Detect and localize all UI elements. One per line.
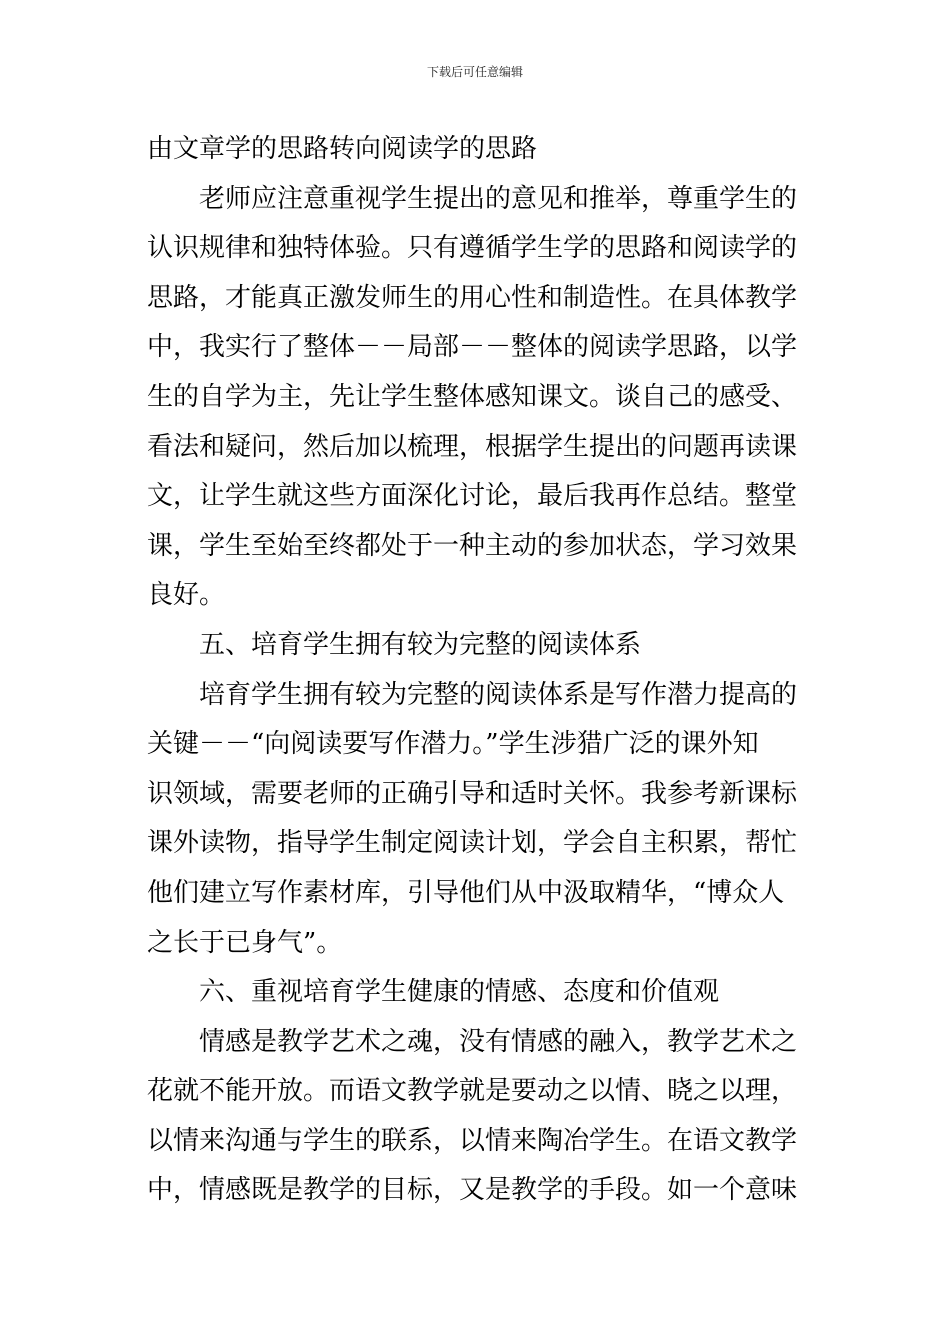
text-line: 课，学生至始至终都处于一种主动的参加状态，学习效果 <box>147 530 798 561</box>
section-heading: 六、重视培育学生健康的情感、态度和价值观 <box>199 977 720 1008</box>
text-line: 生的自学为主，先让学生整体感知课文。谈自己的感受、 <box>147 381 798 412</box>
text-line: 花就不能开放。而语文教学就是要动之以情、晓之以理， <box>147 1076 798 1107</box>
text-line: 中，情感既是教学的目标，又是教学的手段。如一个意味 <box>147 1175 798 1206</box>
text-line: 认识规律和独特体验。只有遵循学生学的思路和阅读学的 <box>147 233 798 264</box>
text-line: 他们建立写作素材库，引导他们从中汲取精华，“博众人 <box>147 877 785 908</box>
document-body <box>147 125 812 1216</box>
text-line: 中，我实行了整体－－局部－－整体的阅读学思路，以学 <box>147 332 798 363</box>
text-line: 关键－－“向阅读要写作潜力。”学生涉猎广泛的课外知 <box>147 729 759 760</box>
section-heading: 五、培育学生拥有较为完整的阅读体系 <box>199 629 642 660</box>
page-header: 下载后可任意编辑 <box>426 65 523 79</box>
text-line: 良好。 <box>147 580 226 611</box>
text-line: 之长于已身气”。 <box>147 927 343 958</box>
text-line: 识领域，需要老师的正确引导和适时关怀。我参考新课标 <box>147 778 798 809</box>
text-line: 老师应注意重视学生提出的意见和推举，尊重学生的 <box>199 183 798 214</box>
text-line: 思路，才能真正激发师生的用心性和制造性。在具体教学 <box>147 282 798 313</box>
text-line: 培育学生拥有较为完整的阅读体系是写作潜力提高的 <box>199 679 798 710</box>
text-line: 课外读物，指导学生制定阅读计划，学会自主积累，帮忙 <box>147 828 798 859</box>
text-line: 以情来沟通与学生的联系，以情来陶冶学生。在语文教学 <box>147 1125 798 1156</box>
text-line: 看法和疑问，然后加以梳理，根据学生提出的问题再读课 <box>147 431 798 462</box>
text-line: 由文章学的思路转向阅读学的思路 <box>147 134 538 164</box>
text-line: 情感是教学艺术之魂，没有情感的融入，教学艺术之 <box>199 1026 798 1057</box>
text-line: 文，让学生就这些方面深化讨论，最后我再作总结。整堂 <box>147 481 798 512</box>
